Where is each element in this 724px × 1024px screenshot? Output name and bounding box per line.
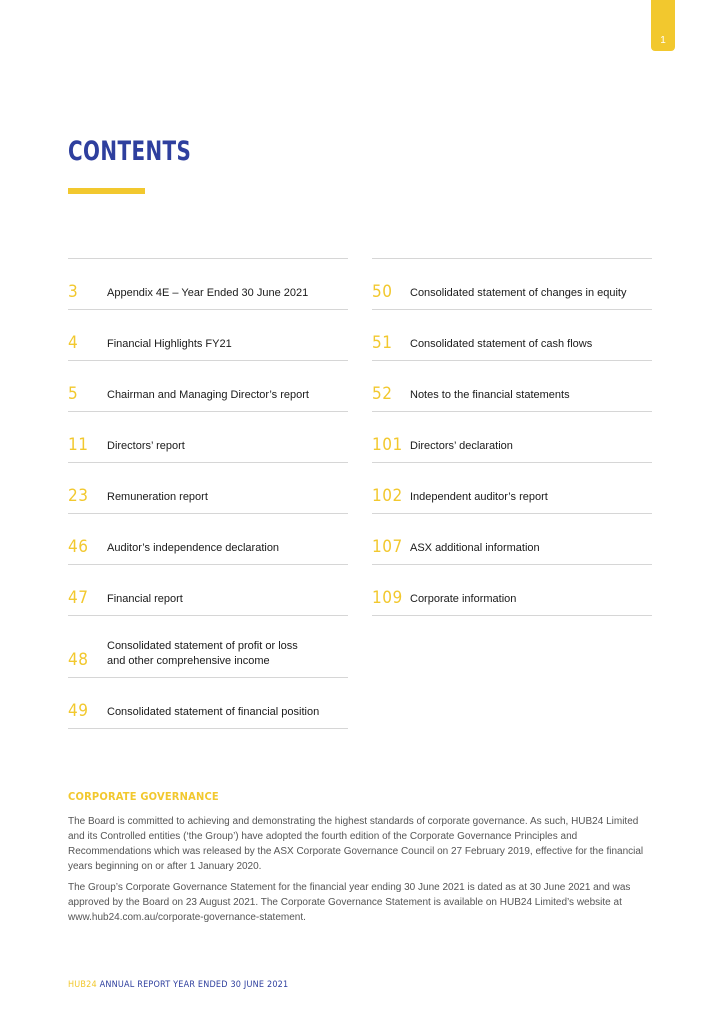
toc-label: Financial report <box>107 593 183 605</box>
toc-page-number: 107 <box>372 537 403 557</box>
toc-entry[interactable] <box>372 412 652 463</box>
toc-page-number: 50 <box>372 282 393 302</box>
toc-label-line: and other comprehensive income <box>107 655 270 667</box>
toc-entry[interactable] <box>68 616 348 678</box>
toc-label: Consolidated statement of cash flows <box>410 338 593 350</box>
toc-page-number: 51 <box>372 333 393 353</box>
toc-entry[interactable] <box>68 463 348 514</box>
toc-page-number: 109 <box>372 588 403 608</box>
toc-label: Consolidated statement of financial position <box>107 706 320 718</box>
toc-label: Notes to the financial statements <box>410 389 570 401</box>
toc-entry[interactable] <box>68 565 348 616</box>
toc-page-number: 49 <box>68 701 89 721</box>
toc-left-column <box>68 258 348 729</box>
toc-label: Auditor’s independence declaration <box>107 542 280 554</box>
toc-label: Independent auditor’s report <box>410 491 548 503</box>
toc-label: Financial Highlights FY21 <box>107 338 232 350</box>
toc-page-number: 3 <box>68 282 79 302</box>
toc-label-line: Consolidated statement of profit or loss <box>107 640 298 652</box>
toc-page-number: 46 <box>68 537 89 557</box>
toc-label: Remuneration report <box>107 491 208 503</box>
toc-label: Corporate information <box>410 593 517 605</box>
toc-label: Appendix 4E – Year Ended 30 June 2021 <box>107 287 309 299</box>
toc-label: Consolidated statement of changes in equity <box>410 287 627 299</box>
title-underline <box>68 188 145 194</box>
toc-page-number: 11 <box>68 435 89 455</box>
footer-brand: HUB24 <box>68 980 97 990</box>
toc-page-number: 5 <box>68 384 79 404</box>
toc-entry[interactable] <box>68 514 348 565</box>
toc-page-number: 47 <box>68 588 89 608</box>
toc-entry[interactable] <box>68 310 348 361</box>
toc-page-number: 102 <box>372 486 403 506</box>
toc-entry[interactable] <box>372 361 652 412</box>
toc-label: Chairman and Managing Director’s report <box>107 389 309 401</box>
toc-entry[interactable] <box>372 514 652 565</box>
toc-entry[interactable] <box>372 463 652 514</box>
corporate-governance-heading: CORPORATE GOVERNANCE <box>68 790 219 803</box>
page-number: 1 <box>660 35 666 46</box>
toc-page-number: 101 <box>372 435 403 455</box>
page-number-tab <box>651 0 675 51</box>
toc-label: Directors’ declaration <box>410 440 513 452</box>
toc-label: Directors’ report <box>107 440 185 452</box>
corporate-governance-paragraph: The Group’s Corporate Governance Statement for the financial year ending 30 June 2021 is dated as at 30 June 2021 and was approved by the Board on 23 August 2021. The Corporate Governance Statement is available on HUB24 Limited’s website at www.hub24.com.au/corporate-governance-statement. <box>68 882 631 923</box>
toc-entry[interactable] <box>372 259 652 310</box>
toc-label <box>107 639 347 669</box>
toc-entry[interactable] <box>372 565 652 616</box>
toc-entry[interactable] <box>68 412 348 463</box>
toc-entry[interactable] <box>68 361 348 412</box>
toc-page-number: 4 <box>68 333 79 353</box>
footer-text: ANNUAL REPORT YEAR ENDED 30 JUNE 2021 <box>96 980 289 990</box>
toc-entry[interactable] <box>372 310 652 361</box>
toc-right-column <box>372 258 652 616</box>
toc-label: ASX additional information <box>410 542 540 554</box>
toc-entry[interactable] <box>68 259 348 310</box>
page-title: CONTENTS <box>68 136 192 167</box>
toc-page-number: 48 <box>68 650 89 670</box>
page-footer <box>68 980 288 990</box>
toc-entry[interactable] <box>68 678 348 729</box>
toc-page-number: 23 <box>68 486 89 506</box>
toc-page-number: 52 <box>372 384 393 404</box>
corporate-governance-paragraph: The Board is committed to achieving and demonstrating the highest standards of corporate governance. As such, HUB24 Limited and its Controlled entities (‘the Group’) have adopted the fourth edition of the Corporate Governance Principles and Recommendations which was released by the ASX Corporate Governance Council on 27 February 2019, effective for the financial years beginning on or after 1 January 2020. <box>68 816 644 872</box>
